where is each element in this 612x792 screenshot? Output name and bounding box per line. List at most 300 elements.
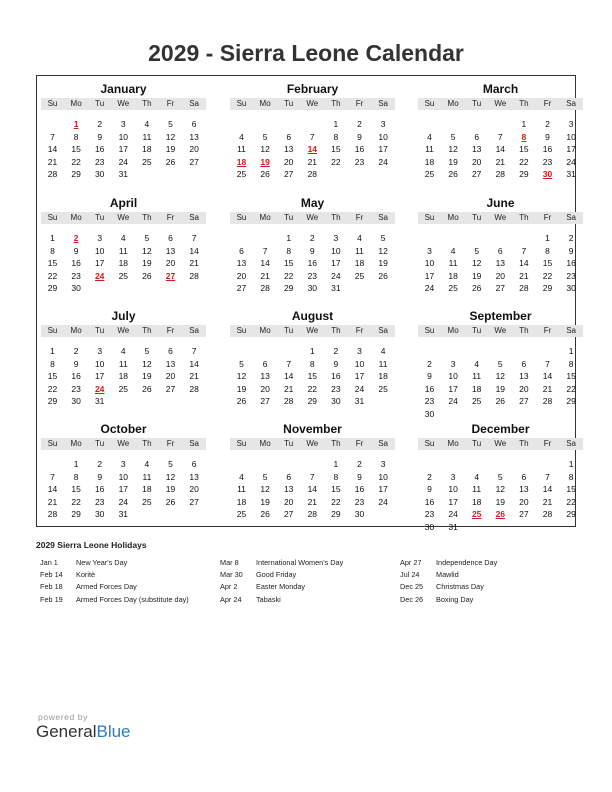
day-cell: 7 — [545, 471, 550, 482]
generalblue-logo[interactable] — [36, 722, 131, 742]
day-cell: 25 — [142, 496, 152, 507]
weekday-label: Sa — [378, 213, 388, 222]
day-cell: 18 — [118, 258, 129, 268]
day-cell: 20 — [283, 496, 294, 507]
day-cell: 7 — [309, 471, 315, 482]
month-december — [418, 416, 583, 532]
day-cell: 17 — [354, 371, 365, 381]
day-cell: 26 — [142, 383, 152, 394]
day-cell: 1 — [286, 233, 292, 243]
holiday-row — [400, 570, 580, 582]
weekday-label: Mo — [70, 99, 82, 108]
day-cell: 5 — [262, 471, 268, 482]
day-cell: 11 — [237, 484, 246, 494]
day-cell: 9 — [97, 131, 103, 142]
month-april — [41, 190, 206, 302]
day-cell: 12 — [495, 371, 506, 381]
day-cell: 6 — [239, 245, 244, 256]
holiday-name: Boxing Day — [436, 594, 474, 604]
weekday-label: We — [494, 439, 507, 448]
holiday-date-label: Apr 24 — [220, 594, 242, 604]
day-cell: 10 — [566, 131, 576, 142]
day-cell: 29 — [71, 169, 81, 179]
holiday-date-label: Feb 14 — [40, 570, 63, 580]
day-cell: 13 — [283, 144, 294, 154]
day-cell: 14 — [542, 371, 553, 381]
day-cell: 19 — [236, 383, 247, 394]
holiday-name: New Year's Day — [76, 558, 128, 567]
day-cell: 13 — [260, 371, 270, 381]
day-cell: 31 — [566, 169, 576, 179]
weekday-label: Mo — [447, 213, 459, 222]
day-cell: 12 — [260, 144, 270, 154]
day-cell: 2 — [545, 119, 550, 129]
month-name: February — [286, 82, 339, 96]
weekday-label: We — [306, 439, 319, 448]
day-cell: 18 — [142, 484, 152, 494]
day-cell: 11 — [237, 144, 246, 154]
weekday-label: Mo — [70, 213, 82, 222]
day-cell: 23 — [542, 156, 553, 167]
day-cell: 16 — [71, 258, 81, 268]
weekday-header — [41, 98, 206, 110]
weekday-header — [418, 212, 583, 224]
day-cell: 2 — [73, 346, 79, 356]
day-cell: 4 — [427, 131, 432, 142]
holiday-date-label: Mar 30 — [220, 570, 243, 580]
day-cell: 6 — [191, 459, 197, 469]
powered-by-text: powered by — [38, 712, 88, 722]
day-cell: 27 — [519, 396, 529, 406]
day-cell: 13 — [189, 131, 199, 142]
day-cell: 14 — [307, 484, 318, 494]
day-cell: 20 — [165, 258, 176, 268]
day-cell: 7 — [545, 358, 550, 369]
day-cell: 28 — [47, 169, 58, 179]
weekday-label: Mo — [447, 99, 459, 108]
weekday-label: Fr — [166, 326, 175, 335]
month-name: December — [471, 422, 530, 436]
month-june — [418, 190, 583, 302]
day-cell: 28 — [260, 283, 270, 293]
day-cell: 13 — [189, 471, 199, 482]
holiday-row — [400, 595, 580, 607]
weekday-label: Fr — [355, 213, 364, 222]
weekday-label: Th — [519, 439, 529, 448]
day-cell: 9 — [357, 471, 362, 482]
day-cell: 27 — [189, 496, 199, 507]
day-cell: 7 — [50, 471, 55, 482]
day-cell: 17 — [331, 258, 341, 268]
brand-blue-text: Blue — [96, 722, 131, 741]
day-cell: 3 — [380, 119, 386, 129]
day-cell: 31 — [354, 396, 365, 406]
day-cell: 16 — [94, 144, 105, 154]
weekday-header — [418, 438, 583, 450]
weekday-label: Su — [236, 326, 247, 335]
weekday-header — [41, 212, 206, 224]
day-cell: 28 — [307, 169, 318, 179]
day-cell: 22 — [331, 156, 341, 167]
holiday-column — [220, 558, 400, 607]
day-cell: 8 — [50, 358, 55, 369]
holiday-row — [220, 570, 400, 582]
holiday-date: 25 — [471, 509, 482, 519]
day-cell: 18 — [471, 496, 482, 507]
weekday-label: Su — [236, 439, 247, 448]
day-cell: 9 — [333, 358, 339, 369]
day-cell: 12 — [448, 144, 458, 154]
day-cell: 17 — [566, 144, 576, 154]
day-cell: 10 — [378, 131, 388, 142]
day-cell: 4 — [144, 459, 150, 469]
weekday-label: Su — [47, 99, 58, 108]
holiday-date-label: Apr 2 — [220, 582, 238, 592]
day-cell: 27 — [165, 383, 176, 394]
day-cell: 29 — [566, 396, 576, 406]
day-cell: 21 — [307, 496, 318, 507]
weekday-label: Tu — [284, 326, 294, 335]
day-cell: 2 — [568, 233, 574, 243]
weekday-label: Sa — [566, 213, 576, 222]
weekday-label: Fr — [543, 213, 552, 222]
weekday-label: Su — [424, 326, 435, 335]
day-cell: 20 — [519, 496, 529, 507]
weekday-label: Th — [331, 99, 341, 108]
weekday-label: Tu — [95, 326, 105, 335]
weekday-label: Th — [142, 326, 152, 335]
day-cell: 24 — [424, 283, 435, 293]
weekday-label: Fr — [543, 326, 552, 335]
day-cell: 10 — [331, 245, 341, 256]
day-cell: 29 — [283, 283, 294, 293]
day-cell: 12 — [236, 371, 247, 381]
day-cell: 3 — [357, 346, 362, 356]
day-cell: 1 — [50, 233, 55, 243]
day-cell: 8 — [309, 358, 315, 369]
day-cell: 3 — [333, 233, 339, 243]
weekday-header — [230, 98, 395, 110]
weekday-label: Su — [47, 213, 58, 222]
day-cell: 18 — [236, 496, 247, 507]
weekday-label: Sa — [378, 439, 388, 448]
day-cell: 2 — [97, 119, 103, 129]
day-cell: 29 — [307, 396, 318, 406]
day-cell: 21 — [542, 383, 553, 394]
day-cell: 21 — [47, 156, 58, 167]
day-cell: 15 — [307, 371, 318, 381]
month-name: July — [111, 309, 136, 323]
holiday-row — [220, 595, 400, 607]
day-cell: 10 — [118, 471, 129, 482]
weekday-header — [418, 98, 583, 110]
weekday-label: We — [117, 99, 130, 108]
holiday-date: 8 — [521, 131, 527, 142]
month-march — [418, 76, 583, 188]
weekday-label: Th — [331, 439, 341, 448]
day-cell: 19 — [448, 156, 458, 167]
day-cell: 4 — [474, 358, 480, 369]
day-cell: 13 — [519, 484, 529, 494]
day-cell: 1 — [333, 459, 339, 469]
holiday-date-label: Feb 18 — [40, 582, 63, 592]
holiday-name: International Women's Day — [256, 558, 344, 567]
month-name: January — [100, 82, 147, 96]
day-cell: 14 — [542, 484, 553, 494]
holiday-row — [220, 558, 400, 570]
day-cell: 20 — [283, 156, 294, 167]
day-cell: 16 — [354, 144, 365, 154]
weekday-label: We — [494, 213, 507, 222]
weekday-label: Mo — [259, 213, 271, 222]
day-cell: 2 — [357, 459, 362, 469]
day-cell: 28 — [542, 509, 553, 519]
day-cell: 27 — [519, 509, 529, 519]
day-cell: 1 — [333, 119, 339, 129]
day-cell: 26 — [471, 283, 482, 293]
day-cell: 12 — [142, 358, 152, 369]
weekday-label: We — [494, 326, 507, 335]
day-cell: 28 — [519, 283, 529, 293]
day-cell: 17 — [378, 144, 388, 154]
day-cell: 19 — [142, 258, 152, 268]
day-cell: 6 — [168, 346, 173, 356]
month-name: June — [486, 196, 515, 210]
day-cell: 2 — [357, 119, 362, 129]
day-cell: 31 — [118, 509, 129, 519]
weekday-label: Th — [142, 99, 152, 108]
weekday-header — [418, 325, 583, 337]
day-cell: 17 — [94, 371, 105, 381]
day-cell: 1 — [309, 346, 315, 356]
day-cell: 26 — [236, 396, 247, 406]
day-cell: 15 — [566, 484, 576, 494]
day-cell: 10 — [94, 358, 105, 369]
day-cell: 15 — [331, 144, 341, 154]
day-cell: 28 — [47, 509, 58, 519]
day-cell: 8 — [568, 471, 574, 482]
day-cell: 18 — [378, 371, 388, 381]
day-cell: 9 — [568, 245, 574, 256]
month-october — [41, 416, 206, 528]
day-cell: 7 — [309, 131, 315, 142]
day-cell: 26 — [165, 156, 176, 167]
day-cell: 24 — [448, 396, 458, 406]
day-cell: 28 — [542, 396, 553, 406]
day-cell: 12 — [165, 131, 176, 142]
day-cell: 7 — [286, 358, 292, 369]
weekday-label: Su — [424, 99, 435, 108]
day-cell: 3 — [380, 459, 386, 469]
weekday-label: Sa — [378, 99, 388, 108]
day-cell: 16 — [542, 144, 553, 154]
holiday-row — [40, 582, 220, 594]
day-cell: 20 — [189, 144, 199, 154]
day-cell: 29 — [71, 509, 81, 519]
month-name: September — [469, 309, 532, 323]
day-cell: 2 — [427, 358, 432, 369]
day-cell: 1 — [568, 346, 574, 356]
weekday-label: Sa — [189, 326, 199, 335]
day-cell: 20 — [495, 270, 506, 281]
day-cell: 3 — [568, 119, 574, 129]
day-cell: 4 — [144, 119, 150, 129]
weekday-label: Tu — [95, 99, 105, 108]
day-cell: 6 — [191, 119, 197, 129]
day-cell: 2 — [333, 346, 339, 356]
day-cell: 25 — [118, 383, 129, 394]
day-cell: 11 — [472, 371, 482, 381]
day-cell: 18 — [471, 383, 482, 394]
month-name: October — [100, 422, 147, 436]
holiday-row — [220, 582, 400, 594]
day-cell: 6 — [262, 358, 268, 369]
day-cell: 3 — [450, 471, 456, 482]
day-cell: 9 — [545, 131, 550, 142]
holiday-name: Mawlid — [436, 570, 459, 580]
weekday-label: Tu — [472, 213, 482, 222]
day-cell: 27 — [283, 509, 294, 519]
day-cell: 26 — [142, 270, 152, 281]
day-cell: 27 — [495, 283, 506, 293]
day-cell: 30 — [94, 509, 105, 519]
day-cell: 25 — [424, 169, 435, 179]
holiday-date-label: Dec 25 — [400, 582, 424, 592]
day-cell: 3 — [427, 245, 432, 256]
day-cell: 3 — [97, 346, 103, 356]
day-cell: 10 — [448, 371, 458, 381]
day-cell: 26 — [448, 169, 458, 179]
month-september — [418, 303, 583, 419]
month-name: May — [300, 196, 325, 210]
day-cell: 11 — [425, 144, 434, 154]
holiday-date: 24 — [94, 270, 105, 281]
day-cell: 12 — [165, 471, 176, 482]
day-cell: 23 — [354, 156, 365, 167]
weekday-label: Th — [331, 326, 341, 335]
day-cell: 22 — [542, 270, 553, 281]
page-title: 2029 - Sierra Leone Calendar — [148, 40, 464, 66]
day-cell: 24 — [354, 383, 365, 394]
holiday-name: Tabaski — [256, 594, 281, 604]
day-cell: 11 — [118, 245, 128, 256]
day-cell: 11 — [142, 131, 152, 142]
day-cell: 15 — [47, 371, 58, 381]
day-cell: 8 — [50, 245, 55, 256]
day-cell: 4 — [380, 346, 386, 356]
day-cell: 29 — [542, 283, 553, 293]
day-cell: 15 — [542, 258, 553, 268]
weekday-label: We — [306, 326, 319, 335]
day-cell: 6 — [497, 245, 503, 256]
weekday-header — [230, 325, 395, 337]
day-cell: 16 — [307, 258, 318, 268]
weekday-label: Sa — [189, 213, 199, 222]
weekday-header — [230, 438, 395, 450]
day-cell: 23 — [94, 496, 105, 507]
day-cell: 8 — [333, 471, 339, 482]
day-cell: 31 — [118, 169, 129, 179]
holiday-date: 27 — [165, 270, 176, 281]
day-cell: 31 — [331, 283, 341, 293]
day-cell: 5 — [497, 471, 503, 482]
weekday-label: Tu — [472, 326, 482, 335]
day-cell: 18 — [354, 258, 365, 268]
holiday-date: 30 — [542, 169, 553, 179]
day-cell: 24 — [378, 496, 388, 507]
weekday-label: Su — [236, 213, 247, 222]
day-cell: 31 — [448, 521, 458, 532]
day-cell: 18 — [424, 156, 435, 167]
day-cell: 6 — [168, 233, 173, 243]
day-cell: 25 — [236, 169, 247, 179]
day-cell: 23 — [424, 509, 435, 519]
day-cell: 22 — [47, 383, 58, 394]
day-cell: 25 — [118, 270, 129, 281]
day-cell: 30 — [307, 283, 318, 293]
day-cell: 9 — [427, 484, 432, 494]
day-cell: 10 — [424, 258, 435, 268]
day-cell: 27 — [283, 169, 294, 179]
day-cell: 14 — [189, 245, 199, 256]
day-cell: 28 — [189, 270, 199, 281]
day-cell: 28 — [189, 383, 199, 394]
day-cell: 3 — [120, 119, 126, 129]
day-cell: 25 — [236, 509, 247, 519]
weekday-label: Tu — [472, 99, 482, 108]
weekday-label: Fr — [543, 439, 552, 448]
day-cell: 22 — [519, 156, 529, 167]
day-cell: 1 — [568, 459, 574, 469]
day-cell: 17 — [424, 270, 435, 281]
day-cell: 26 — [260, 509, 270, 519]
day-cell: 17 — [118, 144, 129, 154]
day-cell: 9 — [73, 245, 79, 256]
day-cell: 4 — [450, 245, 456, 256]
holiday-name: Armed Forces Day — [76, 582, 137, 592]
day-cell: 4 — [239, 131, 244, 142]
weekday-label: Th — [519, 213, 529, 222]
holiday-name: Christmas Day — [436, 582, 484, 592]
weekday-label: Tu — [284, 213, 294, 222]
day-cell: 14 — [260, 258, 270, 268]
weekday-label: Su — [424, 213, 435, 222]
day-cell: 13 — [471, 144, 482, 154]
day-cell: 7 — [262, 245, 268, 256]
day-cell: 26 — [495, 396, 506, 406]
day-cell: 1 — [521, 119, 527, 129]
day-cell: 12 — [142, 245, 152, 256]
holiday-name: Easter Monday — [256, 582, 306, 592]
day-cell: 21 — [189, 258, 199, 268]
day-cell: 15 — [47, 258, 58, 268]
holiday-date: 2 — [73, 233, 79, 243]
day-cell: 11 — [472, 484, 482, 494]
day-cell: 10 — [118, 131, 129, 142]
day-cell: 13 — [165, 358, 176, 369]
day-cell: 30 — [331, 396, 341, 406]
day-cell: 25 — [142, 156, 152, 167]
day-cell: 8 — [286, 245, 292, 256]
day-cell: 9 — [97, 471, 103, 482]
day-cell: 29 — [331, 509, 341, 519]
day-cell: 23 — [331, 383, 341, 394]
day-cell: 20 — [236, 270, 247, 281]
day-cell: 11 — [118, 358, 128, 369]
weekday-label: Sa — [566, 326, 576, 335]
weekday-label: Mo — [447, 326, 459, 335]
weekday-label: Su — [424, 439, 435, 448]
